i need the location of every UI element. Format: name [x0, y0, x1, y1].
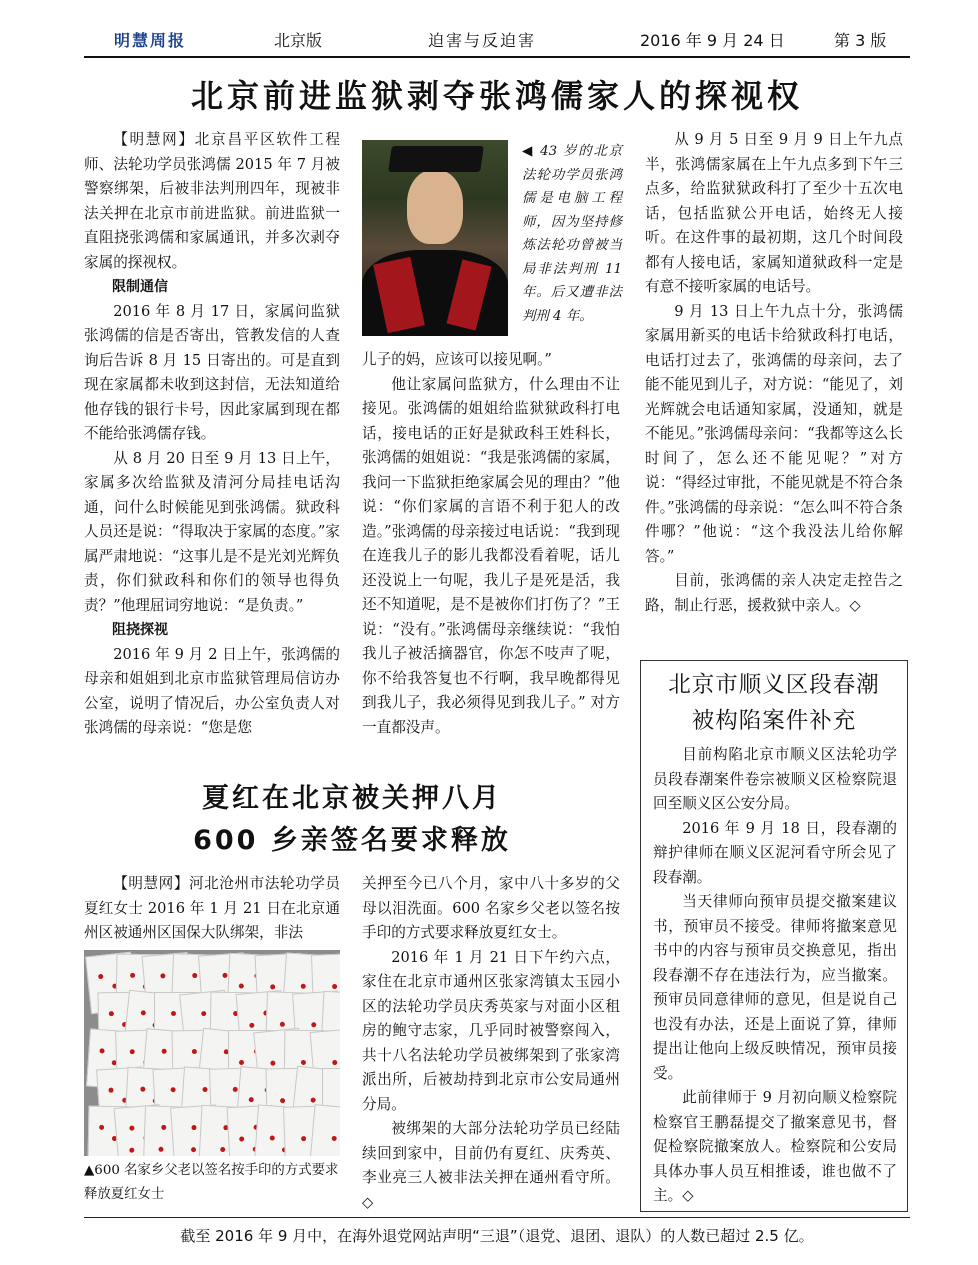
section-label: 迫害与反迫害: [428, 31, 537, 50]
paragraph: 2016 年 9 月 18 日，段春潮的辩护律师在顺义区泥河看守所会见了段春潮。: [653, 819, 897, 886]
paragraph: 2016 年 9 月 2 日上午，张鸿儒的母亲和姐姐到北京市监狱管理局信访办公室，说明了情况后，办公室负责人对张鸿儒的母亲说：“您是您: [84, 645, 340, 736]
paragraph: 当天律师向预审员提交撤案建议书，预审员不接受。律师将撤案意见书中的内容与预审员交换意见，指出段春潮不存在违法行为，应当撤案。预审员同意律师的意见，但是说自己也没有办法，还是上面说了算，律师提出让他向上级反映情况，预审员接受。: [653, 893, 897, 1082]
paragraph: 儿子的妈，应该可以接见啊。”: [362, 351, 552, 368]
publication-name: 明慧周报: [114, 31, 187, 50]
article1-column-3: [645, 128, 903, 618]
paragraph: 从 8 月 20 日至 9 月 13 日上午，家属多次给监狱及清河分局挂电话沟通，问什么时候能见到张鸿儒。狱政科人员还是说：“得取决于家属的态度。”家属严肃地说：“这事儿是不是光刘光辉负责，你们狱政科和你们的领导也得负责？”他理屈词穷地说：“是负责。”: [84, 449, 340, 614]
sidebar-box: [640, 660, 908, 1212]
petition-photo-caption: ▲600 名家乡父老以签名按手印的方式要求释放夏红女士: [84, 1163, 339, 1202]
article1-column-2: [362, 348, 620, 740]
paragraph: 他让家属问监狱方，什么理由不让接见。张鸿儒的姐姐给监狱狱政科打电话，接电话的正好是狱政科王姓科长，张鸿儒的姐姐说：“我是张鸿儒的家属，我问一下监狱拒绝家属会见的理由？”他说：“你们家属的言语不利于犯人的改造。”张鸿儒的母亲接过电话说：“我到现在连我儿子的影儿我都没看着呢，话儿还没说上一句呢，我儿子是死是活，我还不知道呢，是不是被你们打伤了？”王说：“没有。”张鸿儒母亲继续说：“我怕我儿子被活摘器官，你怎不吱声了呢，你不给我答复也不行啊，我早晚都得见到我儿子，我必须得见到我儿子。” 对方一直都没声。: [362, 375, 620, 736]
footer-divider: [84, 1217, 910, 1218]
article1-column-1: [84, 128, 340, 741]
sidebar-title-line2: 被构陷案件补充: [691, 708, 857, 734]
article2-title-line2: 600 乡亲签名要求释放: [193, 825, 511, 856]
paragraph: 从 9 月 5 日至 9 月 9 日上午九点半，张鸿儒家属在上午九点多到下午三点多，给监狱狱政科打了至少十五次电话，包括监狱公开电话，始终无人接听。在这件事的最初期，这几个时间段都有人接电话，家属知道狱政科一定是有意不接听家属的电话号。: [645, 131, 903, 295]
article2-lead-paragraph: 【明慧网】河北沧州市法轮功学员夏红女士 2016 年 1 月 21 日在北京通州区被通州区国保大队绑架，非法: [84, 875, 340, 941]
paragraph: 此前律师于 9 月初向顺义检察院检察官王鹏磊提交了撤案意见书，督促检察院撤案放人。检察院和公安局具体办事人员互相推诿，谁也做不了主。◇: [653, 1089, 897, 1204]
portrait-photo: [362, 140, 508, 336]
article2-title: [84, 778, 620, 862]
paragraph: 2016 年 8 月 17 日，家属问监狱张鸿儒的信是否寄出，管教发信的人查询后告诉 8 月 15 日寄出的。可是直到现在家属都未收到这封信，无法知道给他存钱的银行卡号，因此家属到现在都不能给张鸿儒存钱。: [84, 302, 340, 442]
footer-note: 截至 2016 年 9 月中，在海外退党网站声明“三退”（退党、退团、退队）的人数已超过 2.5 亿。: [180, 1227, 814, 1245]
petition-photo: [84, 950, 340, 1156]
article2-column-1: [84, 872, 340, 946]
paragraph: 目前，张鸿儒的亲人决定走控告之路，制止行恶，援救狱中亲人。◇: [645, 572, 903, 614]
sidebar-box-body: [653, 743, 897, 1209]
page-number: 第 3 版: [834, 31, 887, 50]
paragraph: 目前构陷北京市顺义区法轮功学员段春潮案件卷宗被顺义区检察院退回至顺义区公安分局。: [653, 746, 897, 812]
edition-label: 北京版: [274, 31, 323, 50]
sidebar-title-line1: 北京市顺义区段春潮: [668, 672, 880, 698]
paragraph: 【明慧网】北京昌平区软件工程师、法轮功学员张鸿儒 2015 年 7 月被警察绑架，后被非法判刑四年，现被非法关押在北京市前进监狱。前进监狱一直阻挠张鸿儒和家属通讯，并多次剥夺家属的探视权。: [84, 131, 340, 271]
section-heading: 限制通信: [112, 279, 168, 295]
section-heading: 阻挠探视: [112, 622, 168, 638]
article2-title-line1: 夏红在北京被关押八月: [202, 783, 502, 814]
paragraph: 被绑架的大部分法轮功学员已经陆续回到家中，目前仍有夏红、庆秀英、李业亮三人被非法关押在通州看守所。◇: [362, 1120, 620, 1211]
sidebar-box-title: [641, 667, 907, 739]
portrait-caption: ◀ 43 岁的北京法轮功学员张鸿儒是电脑工程师，因为坚持修炼法轮功曾被当局非法判刑 11 年。后又遭非法判刑 4 年。: [522, 144, 622, 324]
paragraph: 2016 年 1 月 21 日下午约六点，家住在北京市通州区张家湾镇太玉园小区的法轮功学员庆秀英家与对面小区租房的鲍守志家，几乎同时被警察闯入，共十八名法轮功学员被绑架到了张家湾派出所，后被劫持到北京市公安局通州分局。: [362, 948, 620, 1113]
issue-date: 2016 年 9 月 24 日: [640, 31, 785, 50]
page-header: [84, 20, 910, 58]
article2-column-2: [362, 872, 620, 1215]
article1-title: 北京前进监狱剥夺张鸿儒家人的探视权: [190, 77, 803, 115]
paragraph: 9 月 13 日上午九点十分，张鸿儒家属用新买的电话卡给狱政科打电话，电话打过去了，张鸿儒的母亲问，去了能不能见到儿子，对方说：“能见了，刘光辉就会电话通知家属，没通知，就是不能见。”张鸿儒母亲问：“我都等这么长时间了，怎么还不能见呢？”对方说：“得经过审批，不能见就是不符合条件。”张鸿儒的母亲说：“怎么叫不符合条件哪？”他说：“这个我没法儿给你解答。”: [645, 302, 903, 565]
paragraph: 关押至今已八个月，家中八十多岁的父母以泪洗面。600 名家乡父老以签名按手印的方式要求释放夏红女士。: [362, 875, 620, 941]
